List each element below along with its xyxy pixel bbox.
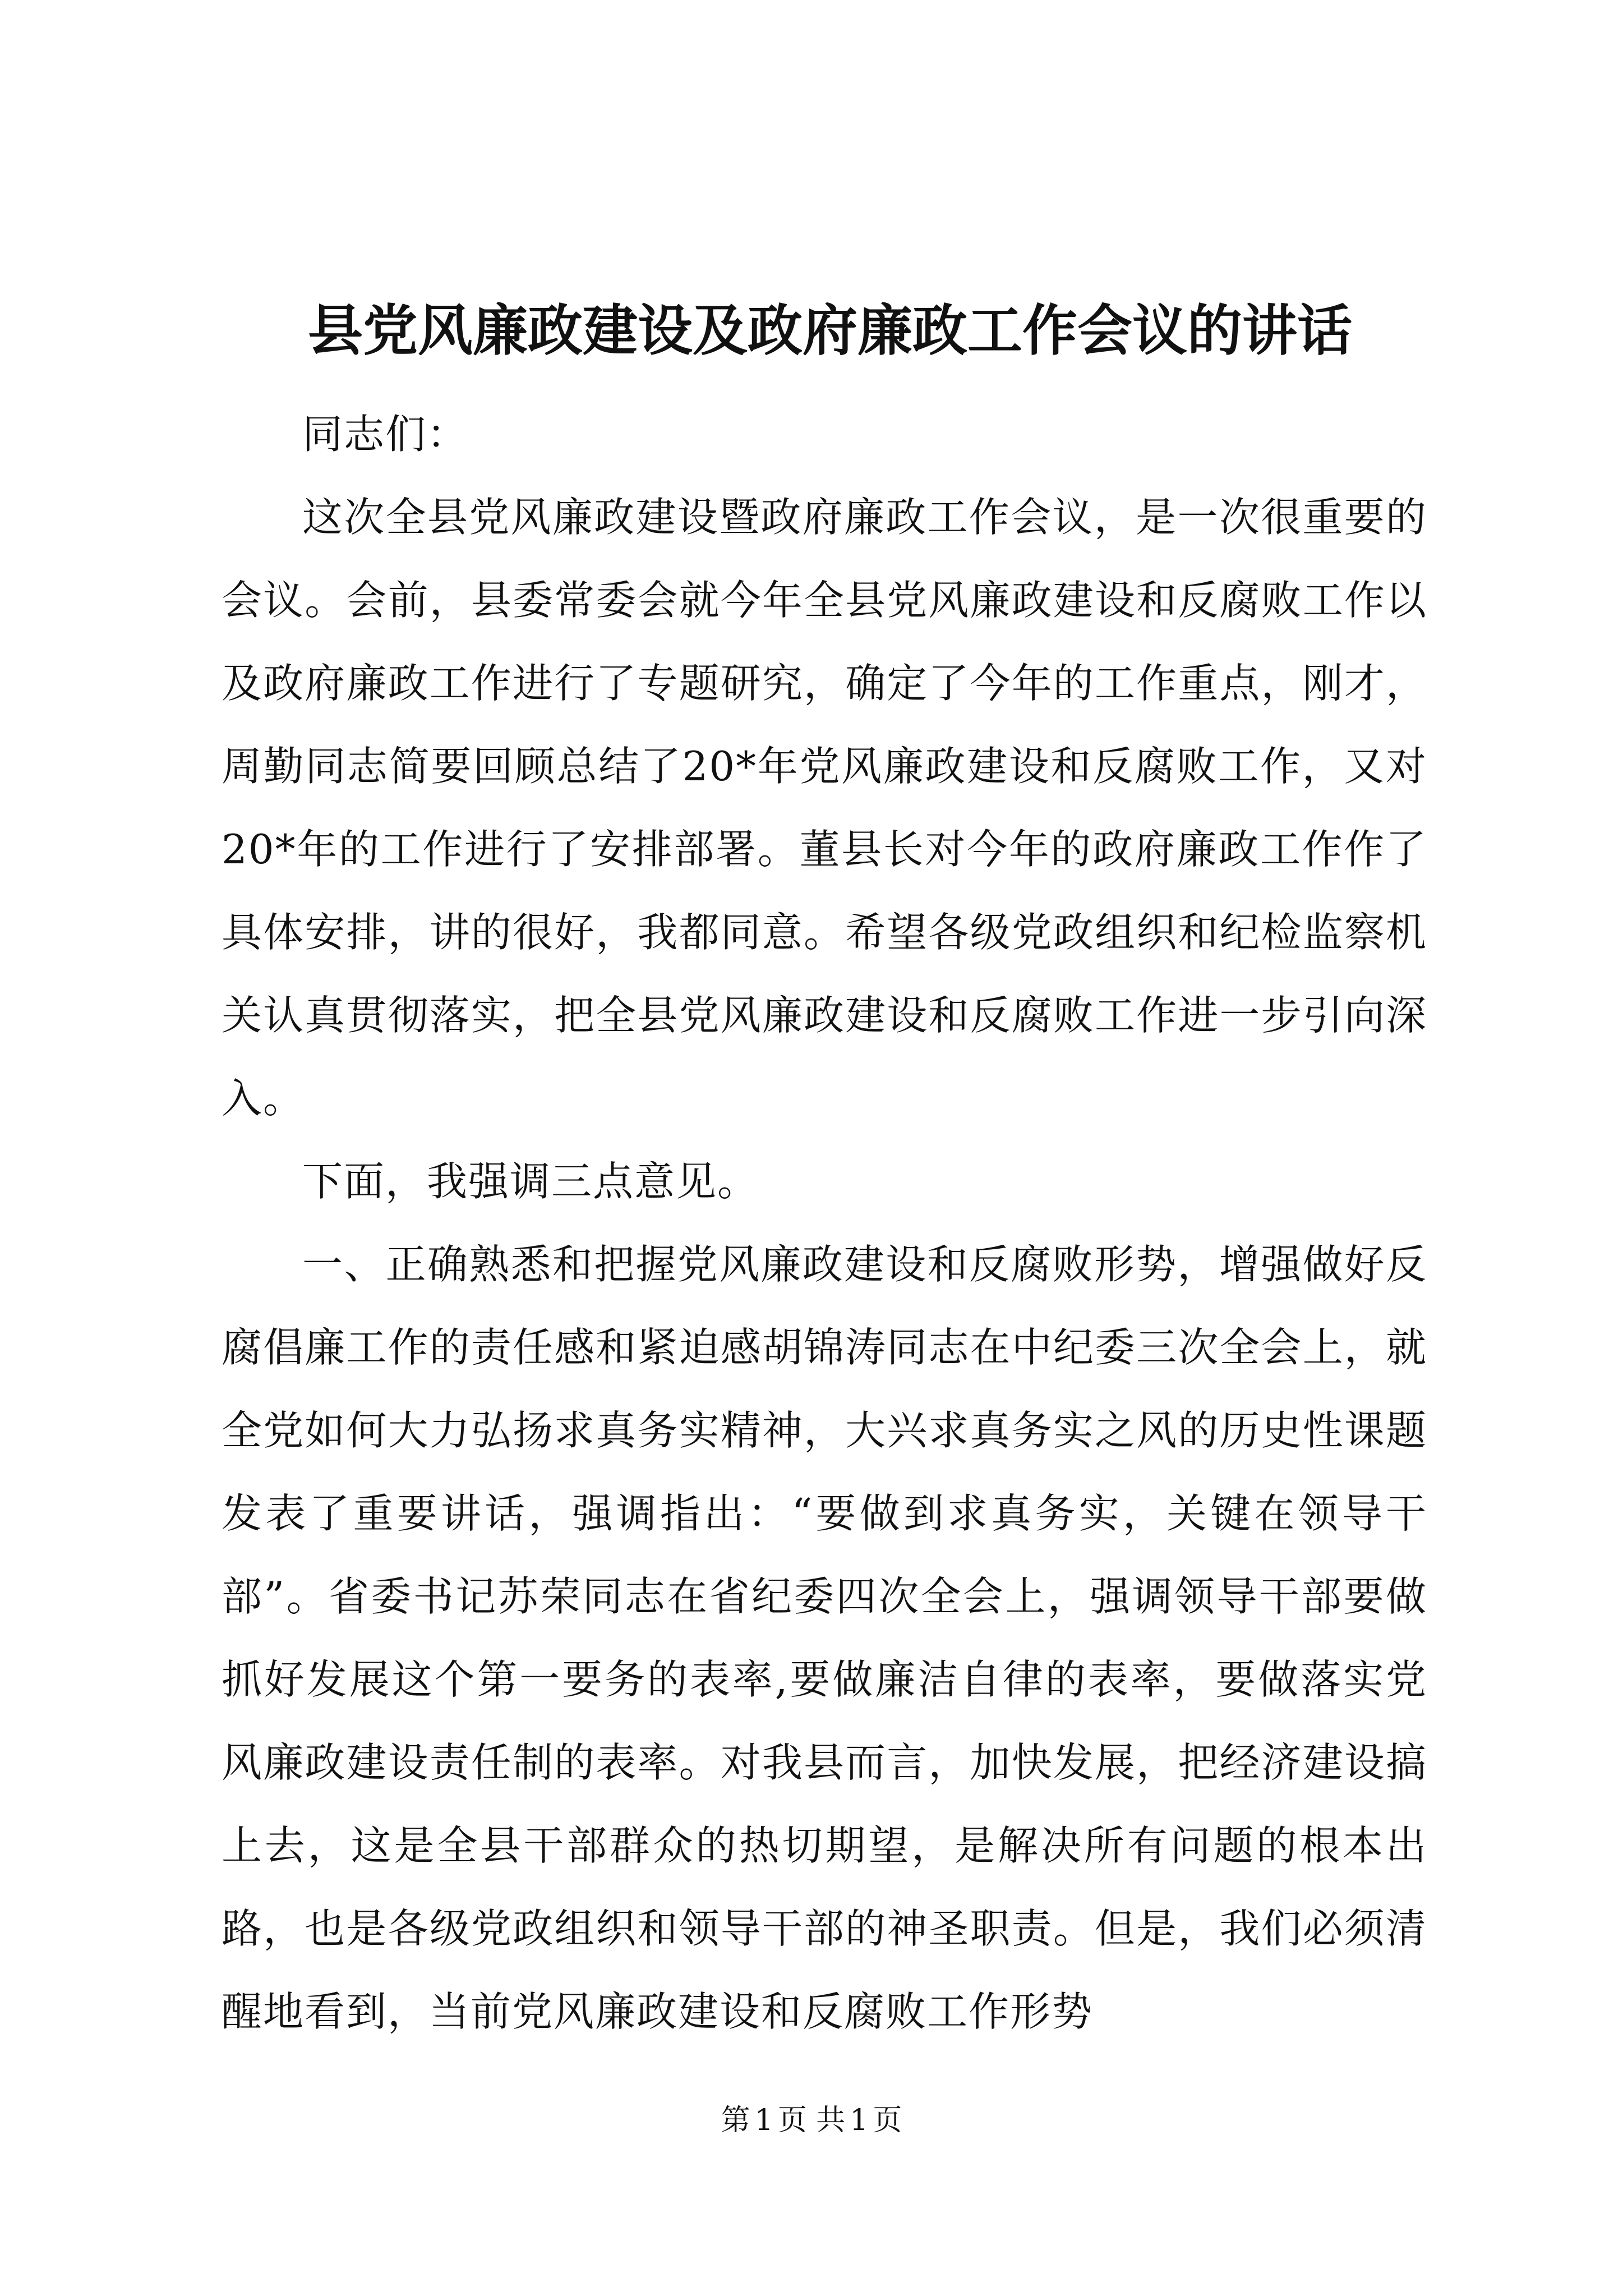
document-title: 县党风廉政建设及政府廉政工作会议的讲话 <box>307 298 1352 363</box>
document-body <box>222 393 1427 2053</box>
salutation-paragraph: 同志们： <box>302 411 469 458</box>
page-label-prefix: 第 <box>721 2104 750 2137</box>
page-footer <box>0 2101 1623 2140</box>
intro-paragraph: 这次全县党风廉政建设暨政府廉政工作会议，是一次很重要的会议。会前，县委常委会就今年全县党风廉政建设和反腐败工作以及政府廉政工作进行了专题研究，确定了今年的工作重点，刚才，周勤同志简要回顾总结了20*年党风廉政建设和反腐败工作，又对20*年的工作进行了安排部署。董县长对今年的政府廉政工作作了具体安排，讲的很好，我都同意。希望各级党政组织和纪检监察机关认真贯彻落实，把全县党风廉政建设和反腐败工作进一步引向深入。 <box>222 494 1427 1122</box>
section-one-paragraph: 一、正确熟悉和把握党风廉政建设和反腐败形势，增强做好反腐倡廉工作的责任感和紧迫感胡锦涛同志在中纪委三次全会上，就全党如何大力弘扬求真务实精神，大兴求真务实之风的历史性课题发表了重要讲话，强调指出：“要做到求真务实，关键在领导干部”。省委书记苏荣同志在省纪委四次全会上，强调领导干部要做抓好发展这个第一要务的表率,要做廉洁自律的表率，要做落实党风廉政建设责任制的表率。对我县而言，加快发展，把经济建设搞上去，这是全县干部群众的热切期望，是解决所有问题的根本出路，也是各级党政组织和领导干部的神圣职责。但是，我们必须清醒地看到，当前党风廉政建设和反腐败工作形势 <box>222 1241 1427 2035</box>
total-pages-number: 1 <box>850 2104 869 2137</box>
page-label-suffix: 页 <box>873 2104 902 2137</box>
page-label-mid: 页 共 <box>777 2104 846 2137</box>
transition-paragraph: 下面，我强调三点意见。 <box>302 1158 759 1205</box>
current-page-number: 1 <box>754 2104 773 2137</box>
